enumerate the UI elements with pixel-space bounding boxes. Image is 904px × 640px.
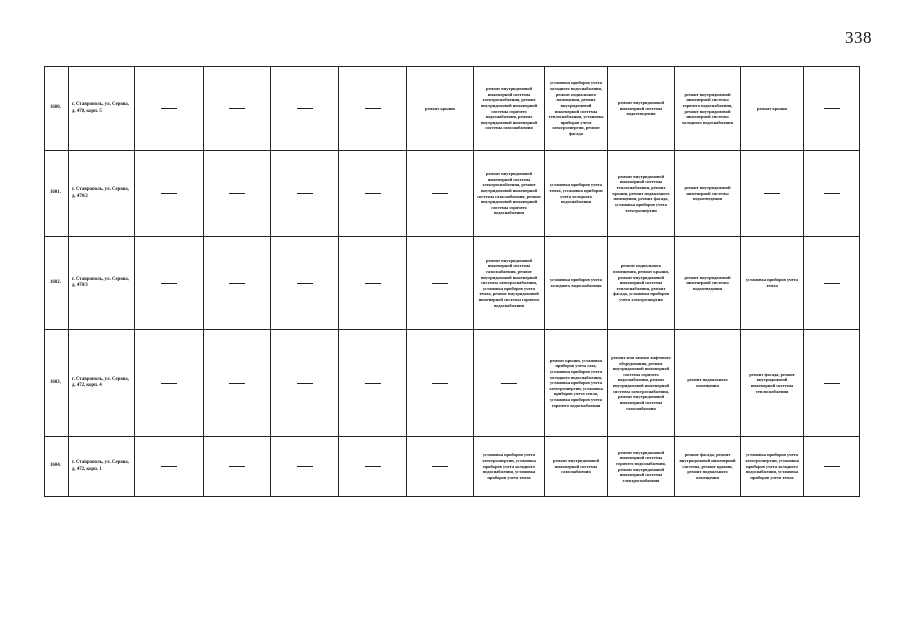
table-row xyxy=(45,330,860,437)
work-cell: ремонт внутридомовой инженерной системы электроснабжения, ремонт внутридомовой инженерной системы газоснабжения, ремонт внутридомовой инженерной системы горячего водоснабжения xyxy=(474,151,545,237)
work-cell: ремонт внутридомовой инженерной системы горячего водоснабжения, ремонт внутридомовой инженерной системы электроснабжения xyxy=(608,437,675,497)
dash-mark xyxy=(229,108,245,109)
empty-cell xyxy=(271,67,339,151)
dash-mark xyxy=(161,193,177,194)
empty-cell xyxy=(204,67,271,151)
dash-mark xyxy=(297,466,313,467)
dash-mark xyxy=(824,283,840,284)
empty-cell xyxy=(135,67,204,151)
dash-mark xyxy=(824,193,840,194)
table-row xyxy=(45,67,860,151)
address-cell: г. Ставрополь, ул. Серова, д. 470, корп. 5 xyxy=(69,67,135,151)
dash-mark xyxy=(229,193,245,194)
row-number: 1604. xyxy=(45,437,69,497)
dash-mark xyxy=(432,193,448,194)
row-number: 1602. xyxy=(45,237,69,330)
work-cell: установка приборов учета тепла xyxy=(741,237,804,330)
page-number: 338 xyxy=(845,28,872,47)
work-cell: установка приборов учета электроэнергии, установка приборов учета холодного водоснабжения, установка приборов учета тепла xyxy=(474,437,545,497)
empty-cell xyxy=(407,237,474,330)
dash-mark xyxy=(365,283,381,284)
empty-cell xyxy=(135,330,204,437)
address-cell: г. Ставрополь, ул. Серова, д. 472, корп. 4 xyxy=(69,330,135,437)
empty-cell xyxy=(339,151,407,237)
empty-cell xyxy=(804,330,860,437)
work-cell: ремонт внутридомовой инженерной системы электроснабжения, ремонт внутридомовой инженерной системы горячего водоснабжения, ремонт внутридомовой инженерной системы газоснабжения xyxy=(474,67,545,151)
empty-cell xyxy=(204,330,271,437)
empty-cell xyxy=(339,237,407,330)
work-cell: ремонт внутридомовой инженерной системы водоотведения xyxy=(675,237,741,330)
address-cell: г. Ставрополь, ул. Серова, д. 470/3 xyxy=(69,237,135,330)
empty-cell xyxy=(339,67,407,151)
empty-cell xyxy=(135,237,204,330)
dash-mark xyxy=(824,383,840,384)
work-cell: ремонт крыши, установка приборов учета газа, установка приборов учета холодного водоснабжения, установка приборов учета электроэнергии, установка приборов учета тепла, установка приборов учета горячего водоснабжения xyxy=(545,330,608,437)
dash-mark xyxy=(365,193,381,194)
dash-mark xyxy=(365,383,381,384)
dash-mark xyxy=(824,466,840,467)
dash-mark xyxy=(229,283,245,284)
dash-mark xyxy=(501,383,517,384)
empty-cell xyxy=(135,437,204,497)
dash-mark xyxy=(764,193,780,194)
work-cell: ремонт подвального помещения xyxy=(675,330,741,437)
work-cell: ремонт или замена лифтового оборудования, ремонт внутридомовой инженерной системы горячего водоснабжения, ремонт внутридомовой инженерной системы электроснабжения, ремонт внутридомовой инженерной системы газоснабжения xyxy=(608,330,675,437)
table-row xyxy=(45,237,860,330)
table-row xyxy=(45,437,860,497)
empty-cell xyxy=(804,67,860,151)
empty-cell xyxy=(339,330,407,437)
empty-cell xyxy=(135,151,204,237)
empty-cell xyxy=(804,151,860,237)
empty-cell xyxy=(407,151,474,237)
empty-cell xyxy=(204,151,271,237)
dash-mark xyxy=(824,108,840,109)
work-cell: ремонт внутридомовой инженерной системы теплоснабжения, ремонт крыши, ремонт подвального помещения, ремонт фасада, установка приборов учета электроэнергии xyxy=(608,151,675,237)
dash-mark xyxy=(229,466,245,467)
address-cell: г. Ставрополь, ул. Серова, д. 470/2 xyxy=(69,151,135,237)
work-cell: ремонт внутридомовой инженерной системы газоснабжения, ремонт внутридомовой инженерной системы электроснабжения, установка приборов учета тепла, ремонт внутридомовой инженерной системы горячего водоснабжения xyxy=(474,237,545,330)
dash-mark xyxy=(297,108,313,109)
dash-mark xyxy=(161,108,177,109)
work-cell: установка приборов учета тепла, установка приборов учета холодного водоснабжения xyxy=(545,151,608,237)
empty-cell xyxy=(339,437,407,497)
empty-cell xyxy=(204,437,271,497)
repair-schedule-table xyxy=(44,66,860,497)
work-cell: ремонт крыши xyxy=(741,67,804,151)
row-number: 1603. xyxy=(45,330,69,437)
work-cell: ремонт внутридомовой инженерной системы газоснабжения xyxy=(545,437,608,497)
work-cell: ремонт подвального помещения, ремонт крыши, ремонт внутридомовой инженерной системы теплоснабжения, ремонт фасада, установка приборов учета электроэнергии xyxy=(608,237,675,330)
empty-cell xyxy=(271,330,339,437)
table-row xyxy=(45,151,860,237)
work-cell: ремонт фасада, ремонт внутридомовой инженерной системы, ремонт крыши, ремонт подвального помещения xyxy=(675,437,741,497)
dash-mark xyxy=(161,466,177,467)
empty-cell xyxy=(474,330,545,437)
dash-mark xyxy=(297,193,313,194)
dash-mark xyxy=(161,383,177,384)
dash-mark xyxy=(365,466,381,467)
empty-cell xyxy=(271,151,339,237)
work-cell: ремонт крыши xyxy=(407,67,474,151)
row-number: 1601. xyxy=(45,151,69,237)
work-cell: установка приборов учета электроэнергии, установка приборов учета холодного водоснабжения, установка приборов учета тепла xyxy=(741,437,804,497)
dash-mark xyxy=(365,108,381,109)
dash-mark xyxy=(297,283,313,284)
dash-mark xyxy=(432,283,448,284)
address-cell: г. Ставрополь, ул. Серова, д. 472, корп. 1 xyxy=(69,437,135,497)
work-cell: ремонт фасада, ремонт внутридомовой инженерной системы теплоснабжения xyxy=(741,330,804,437)
dash-mark xyxy=(161,283,177,284)
dash-mark xyxy=(229,383,245,384)
empty-cell xyxy=(271,237,339,330)
work-cell: установка приборов учета холодного водоснабжения, ремонт подвального помещения, ремонт внутридомовой инженерной системы теплоснабжения, установка приборов учета электроэнергии, ремонт фасада xyxy=(545,67,608,151)
empty-cell xyxy=(741,151,804,237)
work-cell: ремонт внутридомовой инженерной системы водоотведения xyxy=(675,151,741,237)
empty-cell xyxy=(204,237,271,330)
empty-cell xyxy=(804,237,860,330)
work-cell: установка приборов учета холодного водоснабжения xyxy=(545,237,608,330)
dash-mark xyxy=(297,383,313,384)
row-number: 1600. xyxy=(45,67,69,151)
empty-cell xyxy=(271,437,339,497)
work-cell: ремонт внутридомовой инженерной системы горячего водоснабжения, ремонт внутридомовой инженерной системы холодного водоснабжения xyxy=(675,67,741,151)
empty-cell xyxy=(407,330,474,437)
work-cell: ремонт внутридомовой инженерной системы водоотведения xyxy=(608,67,675,151)
dash-mark xyxy=(432,383,448,384)
dash-mark xyxy=(432,466,448,467)
empty-cell xyxy=(407,437,474,497)
empty-cell xyxy=(804,437,860,497)
